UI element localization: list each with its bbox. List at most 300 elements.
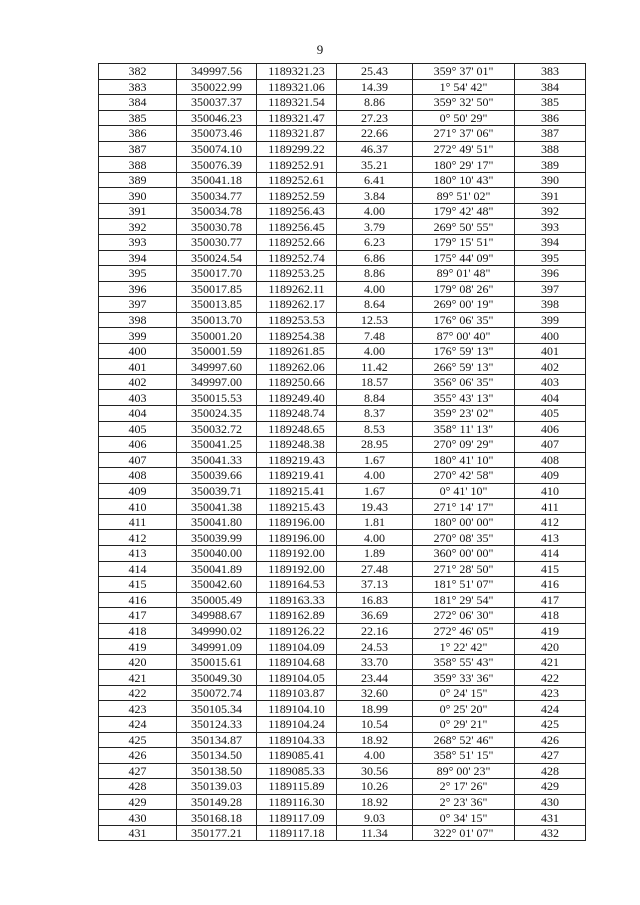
point-from-cell: 424 bbox=[99, 716, 177, 732]
length-cell: 3.79 bbox=[337, 219, 413, 235]
direction-angle-cell: 266° 59' 13" bbox=[413, 359, 515, 375]
y-coordinate-cell: 1189219.41 bbox=[257, 468, 337, 484]
table-row bbox=[99, 141, 586, 157]
y-coordinate-cell: 1189321.47 bbox=[257, 110, 337, 126]
point-from-cell: 396 bbox=[99, 281, 177, 297]
length-cell: 18.57 bbox=[337, 374, 413, 390]
x-coordinate-cell: 350042.60 bbox=[177, 577, 257, 593]
point-from-cell: 426 bbox=[99, 748, 177, 764]
x-coordinate-cell: 350041.25 bbox=[177, 437, 257, 453]
x-coordinate-cell: 350073.46 bbox=[177, 126, 257, 142]
point-to-cell: 409 bbox=[515, 468, 586, 484]
table-row bbox=[99, 483, 586, 499]
x-coordinate-cell: 350041.38 bbox=[177, 499, 257, 515]
point-from-cell: 421 bbox=[99, 670, 177, 686]
length-cell: 23.44 bbox=[337, 670, 413, 686]
length-cell: 35.21 bbox=[337, 157, 413, 173]
point-to-cell: 392 bbox=[515, 203, 586, 219]
point-from-cell: 392 bbox=[99, 219, 177, 235]
table-row bbox=[99, 188, 586, 204]
y-coordinate-cell: 1189256.45 bbox=[257, 219, 337, 235]
point-to-cell: 419 bbox=[515, 623, 586, 639]
point-from-cell: 389 bbox=[99, 172, 177, 188]
length-cell: 1.67 bbox=[337, 483, 413, 499]
point-to-cell: 424 bbox=[515, 701, 586, 717]
point-from-cell: 406 bbox=[99, 437, 177, 453]
x-coordinate-cell: 349991.09 bbox=[177, 639, 257, 655]
table-row bbox=[99, 577, 586, 593]
point-from-cell: 415 bbox=[99, 577, 177, 593]
y-coordinate-cell: 1189215.41 bbox=[257, 483, 337, 499]
point-to-cell: 389 bbox=[515, 157, 586, 173]
y-coordinate-cell: 1189262.06 bbox=[257, 359, 337, 375]
length-cell: 19.43 bbox=[337, 499, 413, 515]
direction-angle-cell: 270° 42' 58" bbox=[413, 468, 515, 484]
y-coordinate-cell: 1189262.17 bbox=[257, 297, 337, 313]
table-row bbox=[99, 95, 586, 111]
length-cell: 11.34 bbox=[337, 825, 413, 841]
x-coordinate-cell: 350072.74 bbox=[177, 685, 257, 701]
length-cell: 4.00 bbox=[337, 343, 413, 359]
point-to-cell: 427 bbox=[515, 748, 586, 764]
table-row bbox=[99, 732, 586, 748]
table-row bbox=[99, 235, 586, 251]
x-coordinate-cell: 350017.85 bbox=[177, 281, 257, 297]
length-cell: 18.92 bbox=[337, 794, 413, 810]
table-row bbox=[99, 281, 586, 297]
direction-angle-cell: 180° 10' 43" bbox=[413, 172, 515, 188]
length-cell: 10.26 bbox=[337, 779, 413, 795]
x-coordinate-cell: 350041.18 bbox=[177, 172, 257, 188]
x-coordinate-cell: 350134.87 bbox=[177, 732, 257, 748]
direction-angle-cell: 355° 43' 13" bbox=[413, 390, 515, 406]
x-coordinate-cell: 350039.99 bbox=[177, 530, 257, 546]
point-from-cell: 409 bbox=[99, 483, 177, 499]
x-coordinate-cell: 350034.78 bbox=[177, 203, 257, 219]
direction-angle-cell: 87° 00' 40" bbox=[413, 328, 515, 344]
length-cell: 6.23 bbox=[337, 235, 413, 251]
point-from-cell: 423 bbox=[99, 701, 177, 717]
point-to-cell: 393 bbox=[515, 219, 586, 235]
direction-angle-cell: 358° 51' 15" bbox=[413, 748, 515, 764]
y-coordinate-cell: 1189104.33 bbox=[257, 732, 337, 748]
direction-angle-cell: 360° 00' 00" bbox=[413, 545, 515, 561]
y-coordinate-cell: 1189248.38 bbox=[257, 437, 337, 453]
direction-angle-cell: 2° 17' 26" bbox=[413, 779, 515, 795]
length-cell: 37.13 bbox=[337, 577, 413, 593]
length-cell: 8.37 bbox=[337, 406, 413, 422]
point-from-cell: 397 bbox=[99, 297, 177, 313]
y-coordinate-cell: 1189196.00 bbox=[257, 530, 337, 546]
table-row bbox=[99, 421, 586, 437]
point-to-cell: 417 bbox=[515, 592, 586, 608]
point-from-cell: 395 bbox=[99, 266, 177, 282]
point-to-cell: 414 bbox=[515, 545, 586, 561]
y-coordinate-cell: 1189104.05 bbox=[257, 670, 337, 686]
direction-angle-cell: 271° 14' 17" bbox=[413, 499, 515, 515]
length-cell: 8.84 bbox=[337, 390, 413, 406]
table-row bbox=[99, 79, 586, 95]
length-cell: 46.37 bbox=[337, 141, 413, 157]
point-to-cell: 410 bbox=[515, 483, 586, 499]
length-cell: 8.64 bbox=[337, 297, 413, 313]
y-coordinate-cell: 1189261.85 bbox=[257, 343, 337, 359]
length-cell: 27.23 bbox=[337, 110, 413, 126]
point-to-cell: 384 bbox=[515, 79, 586, 95]
point-from-cell: 382 bbox=[99, 64, 177, 80]
direction-angle-cell: 358° 11' 13" bbox=[413, 421, 515, 437]
point-from-cell: 411 bbox=[99, 514, 177, 530]
table-row bbox=[99, 172, 586, 188]
point-from-cell: 410 bbox=[99, 499, 177, 515]
coordinates-table-body bbox=[99, 64, 586, 841]
x-coordinate-cell: 350015.61 bbox=[177, 654, 257, 670]
x-coordinate-cell: 350105.34 bbox=[177, 701, 257, 717]
point-to-cell: 430 bbox=[515, 794, 586, 810]
x-coordinate-cell: 350032.72 bbox=[177, 421, 257, 437]
point-from-cell: 401 bbox=[99, 359, 177, 375]
direction-angle-cell: 0° 24' 15" bbox=[413, 685, 515, 701]
table-row bbox=[99, 701, 586, 717]
x-coordinate-cell: 350049.30 bbox=[177, 670, 257, 686]
table-row bbox=[99, 561, 586, 577]
direction-angle-cell: 89° 51' 02" bbox=[413, 188, 515, 204]
point-from-cell: 413 bbox=[99, 545, 177, 561]
point-from-cell: 414 bbox=[99, 561, 177, 577]
y-coordinate-cell: 1189192.00 bbox=[257, 545, 337, 561]
table-row bbox=[99, 110, 586, 126]
length-cell: 4.00 bbox=[337, 203, 413, 219]
direction-angle-cell: 89° 01' 48" bbox=[413, 266, 515, 282]
table-row bbox=[99, 670, 586, 686]
table-row bbox=[99, 608, 586, 624]
table-row bbox=[99, 126, 586, 142]
length-cell: 8.53 bbox=[337, 421, 413, 437]
length-cell: 22.66 bbox=[337, 126, 413, 142]
direction-angle-cell: 359° 33' 36" bbox=[413, 670, 515, 686]
point-from-cell: 388 bbox=[99, 157, 177, 173]
length-cell: 8.86 bbox=[337, 266, 413, 282]
y-coordinate-cell: 1189117.09 bbox=[257, 810, 337, 826]
point-to-cell: 406 bbox=[515, 421, 586, 437]
y-coordinate-cell: 1189254.38 bbox=[257, 328, 337, 344]
point-to-cell: 425 bbox=[515, 716, 586, 732]
direction-angle-cell: 272° 06' 30" bbox=[413, 608, 515, 624]
y-coordinate-cell: 1189104.09 bbox=[257, 639, 337, 655]
point-to-cell: 388 bbox=[515, 141, 586, 157]
direction-angle-cell: 180° 29' 17" bbox=[413, 157, 515, 173]
x-coordinate-cell: 350013.70 bbox=[177, 312, 257, 328]
point-to-cell: 429 bbox=[515, 779, 586, 795]
point-from-cell: 384 bbox=[99, 95, 177, 111]
direction-angle-cell: 179° 08' 26" bbox=[413, 281, 515, 297]
direction-angle-cell: 359° 23' 02" bbox=[413, 406, 515, 422]
table-row bbox=[99, 219, 586, 235]
y-coordinate-cell: 1189103.87 bbox=[257, 685, 337, 701]
table-row bbox=[99, 639, 586, 655]
point-from-cell: 387 bbox=[99, 141, 177, 157]
point-from-cell: 427 bbox=[99, 763, 177, 779]
direction-angle-cell: 175° 44' 09" bbox=[413, 250, 515, 266]
point-from-cell: 416 bbox=[99, 592, 177, 608]
point-to-cell: 411 bbox=[515, 499, 586, 515]
point-to-cell: 387 bbox=[515, 126, 586, 142]
length-cell: 6.86 bbox=[337, 250, 413, 266]
length-cell: 24.53 bbox=[337, 639, 413, 655]
point-from-cell: 398 bbox=[99, 312, 177, 328]
point-to-cell: 415 bbox=[515, 561, 586, 577]
point-from-cell: 425 bbox=[99, 732, 177, 748]
x-coordinate-cell: 350030.78 bbox=[177, 219, 257, 235]
y-coordinate-cell: 1189192.00 bbox=[257, 561, 337, 577]
point-from-cell: 393 bbox=[99, 235, 177, 251]
length-cell: 9.03 bbox=[337, 810, 413, 826]
length-cell: 4.00 bbox=[337, 530, 413, 546]
y-coordinate-cell: 1189256.43 bbox=[257, 203, 337, 219]
length-cell: 1.67 bbox=[337, 452, 413, 468]
direction-angle-cell: 1° 54' 42" bbox=[413, 79, 515, 95]
point-from-cell: 418 bbox=[99, 623, 177, 639]
x-coordinate-cell: 350124.33 bbox=[177, 716, 257, 732]
direction-angle-cell: 269° 50' 55" bbox=[413, 219, 515, 235]
length-cell: 6.41 bbox=[337, 172, 413, 188]
y-coordinate-cell: 1189162.89 bbox=[257, 608, 337, 624]
length-cell: 4.00 bbox=[337, 281, 413, 297]
point-to-cell: 395 bbox=[515, 250, 586, 266]
y-coordinate-cell: 1189215.43 bbox=[257, 499, 337, 515]
y-coordinate-cell: 1189117.18 bbox=[257, 825, 337, 841]
point-to-cell: 391 bbox=[515, 188, 586, 204]
y-coordinate-cell: 1189126.22 bbox=[257, 623, 337, 639]
y-coordinate-cell: 1189104.10 bbox=[257, 701, 337, 717]
y-coordinate-cell: 1189219.43 bbox=[257, 452, 337, 468]
length-cell: 36.69 bbox=[337, 608, 413, 624]
y-coordinate-cell: 1189164.53 bbox=[257, 577, 337, 593]
point-to-cell: 401 bbox=[515, 343, 586, 359]
y-coordinate-cell: 1189252.61 bbox=[257, 172, 337, 188]
point-from-cell: 386 bbox=[99, 126, 177, 142]
length-cell: 18.92 bbox=[337, 732, 413, 748]
point-to-cell: 404 bbox=[515, 390, 586, 406]
table-row bbox=[99, 748, 586, 764]
table-row bbox=[99, 343, 586, 359]
direction-angle-cell: 181° 51' 07" bbox=[413, 577, 515, 593]
x-coordinate-cell: 350037.37 bbox=[177, 95, 257, 111]
direction-angle-cell: 180° 41' 10" bbox=[413, 452, 515, 468]
table-row bbox=[99, 530, 586, 546]
page-number: 9 bbox=[316, 42, 324, 57]
point-to-cell: 390 bbox=[515, 172, 586, 188]
direction-angle-cell: 322° 01' 07" bbox=[413, 825, 515, 841]
y-coordinate-cell: 1189250.66 bbox=[257, 374, 337, 390]
y-coordinate-cell: 1189253.25 bbox=[257, 266, 337, 282]
x-coordinate-cell: 350001.20 bbox=[177, 328, 257, 344]
direction-angle-cell: 179° 42' 48" bbox=[413, 203, 515, 219]
direction-angle-cell: 270° 08' 35" bbox=[413, 530, 515, 546]
point-from-cell: 405 bbox=[99, 421, 177, 437]
direction-angle-cell: 1° 22' 42" bbox=[413, 639, 515, 655]
direction-angle-cell: 359° 32' 50" bbox=[413, 95, 515, 111]
x-coordinate-cell: 349997.56 bbox=[177, 64, 257, 80]
point-to-cell: 412 bbox=[515, 514, 586, 530]
point-to-cell: 421 bbox=[515, 654, 586, 670]
y-coordinate-cell: 1189321.87 bbox=[257, 126, 337, 142]
direction-angle-cell: 0° 41' 10" bbox=[413, 483, 515, 499]
length-cell: 8.86 bbox=[337, 95, 413, 111]
direction-angle-cell: 181° 29' 54" bbox=[413, 592, 515, 608]
x-coordinate-cell: 350017.70 bbox=[177, 266, 257, 282]
x-coordinate-cell: 350041.33 bbox=[177, 452, 257, 468]
x-coordinate-cell: 349988.67 bbox=[177, 608, 257, 624]
length-cell: 14.39 bbox=[337, 79, 413, 95]
y-coordinate-cell: 1189115.89 bbox=[257, 779, 337, 795]
point-from-cell: 394 bbox=[99, 250, 177, 266]
point-from-cell: 422 bbox=[99, 685, 177, 701]
length-cell: 28.95 bbox=[337, 437, 413, 453]
point-to-cell: 400 bbox=[515, 328, 586, 344]
length-cell: 12.53 bbox=[337, 312, 413, 328]
point-from-cell: 408 bbox=[99, 468, 177, 484]
table-row bbox=[99, 203, 586, 219]
table-row bbox=[99, 359, 586, 375]
direction-angle-cell: 176° 06' 35" bbox=[413, 312, 515, 328]
x-coordinate-cell: 350015.53 bbox=[177, 390, 257, 406]
direction-angle-cell: 270° 09' 29" bbox=[413, 437, 515, 453]
y-coordinate-cell: 1189248.65 bbox=[257, 421, 337, 437]
point-from-cell: 391 bbox=[99, 203, 177, 219]
point-to-cell: 418 bbox=[515, 608, 586, 624]
point-to-cell: 385 bbox=[515, 95, 586, 111]
direction-angle-cell: 272° 49' 51" bbox=[413, 141, 515, 157]
point-from-cell: 400 bbox=[99, 343, 177, 359]
table-row bbox=[99, 312, 586, 328]
direction-angle-cell: 2° 23' 36" bbox=[413, 794, 515, 810]
length-cell: 10.54 bbox=[337, 716, 413, 732]
point-from-cell: 385 bbox=[99, 110, 177, 126]
point-to-cell: 386 bbox=[515, 110, 586, 126]
point-to-cell: 422 bbox=[515, 670, 586, 686]
x-coordinate-cell: 349990.02 bbox=[177, 623, 257, 639]
table-row bbox=[99, 499, 586, 515]
direction-angle-cell: 89° 00' 23" bbox=[413, 763, 515, 779]
point-to-cell: 396 bbox=[515, 266, 586, 282]
x-coordinate-cell: 350024.54 bbox=[177, 250, 257, 266]
point-to-cell: 431 bbox=[515, 810, 586, 826]
direction-angle-cell: 268° 52' 46" bbox=[413, 732, 515, 748]
length-cell: 3.84 bbox=[337, 188, 413, 204]
point-from-cell: 412 bbox=[99, 530, 177, 546]
table-row bbox=[99, 250, 586, 266]
table-row bbox=[99, 328, 586, 344]
table-row bbox=[99, 514, 586, 530]
direction-angle-cell: 0° 25' 20" bbox=[413, 701, 515, 717]
direction-angle-cell: 358° 55' 43" bbox=[413, 654, 515, 670]
point-to-cell: 403 bbox=[515, 374, 586, 390]
x-coordinate-cell: 350013.85 bbox=[177, 297, 257, 313]
length-cell: 18.99 bbox=[337, 701, 413, 717]
table-row bbox=[99, 468, 586, 484]
y-coordinate-cell: 1189262.11 bbox=[257, 281, 337, 297]
point-from-cell: 420 bbox=[99, 654, 177, 670]
length-cell: 11.42 bbox=[337, 359, 413, 375]
point-to-cell: 428 bbox=[515, 763, 586, 779]
length-cell: 27.48 bbox=[337, 561, 413, 577]
table-row bbox=[99, 794, 586, 810]
table-row bbox=[99, 810, 586, 826]
table-row bbox=[99, 685, 586, 701]
direction-angle-cell: 359° 37' 01" bbox=[413, 64, 515, 80]
table-row bbox=[99, 374, 586, 390]
x-coordinate-cell: 350139.03 bbox=[177, 779, 257, 795]
point-to-cell: 413 bbox=[515, 530, 586, 546]
table-row bbox=[99, 623, 586, 639]
x-coordinate-cell: 350138.50 bbox=[177, 763, 257, 779]
point-from-cell: 403 bbox=[99, 390, 177, 406]
direction-angle-cell: 0° 50' 29" bbox=[413, 110, 515, 126]
table-row bbox=[99, 654, 586, 670]
point-from-cell: 407 bbox=[99, 452, 177, 468]
point-to-cell: 416 bbox=[515, 577, 586, 593]
length-cell: 4.00 bbox=[337, 468, 413, 484]
table-row bbox=[99, 157, 586, 173]
point-to-cell: 420 bbox=[515, 639, 586, 655]
x-coordinate-cell: 350076.39 bbox=[177, 157, 257, 173]
table-row bbox=[99, 437, 586, 453]
x-coordinate-cell: 350149.28 bbox=[177, 794, 257, 810]
x-coordinate-cell: 350022.99 bbox=[177, 79, 257, 95]
y-coordinate-cell: 1189104.24 bbox=[257, 716, 337, 732]
direction-angle-cell: 272° 46' 05" bbox=[413, 623, 515, 639]
y-coordinate-cell: 1189116.30 bbox=[257, 794, 337, 810]
y-coordinate-cell: 1189248.74 bbox=[257, 406, 337, 422]
y-coordinate-cell: 1189196.00 bbox=[257, 514, 337, 530]
point-to-cell: 394 bbox=[515, 235, 586, 251]
table-row bbox=[99, 297, 586, 313]
x-coordinate-cell: 350001.59 bbox=[177, 343, 257, 359]
direction-angle-cell: 0° 34' 15" bbox=[413, 810, 515, 826]
y-coordinate-cell: 1189253.53 bbox=[257, 312, 337, 328]
length-cell: 16.83 bbox=[337, 592, 413, 608]
x-coordinate-cell: 350134.50 bbox=[177, 748, 257, 764]
length-cell: 30.56 bbox=[337, 763, 413, 779]
length-cell: 1.89 bbox=[337, 545, 413, 561]
x-coordinate-cell: 350177.21 bbox=[177, 825, 257, 841]
point-to-cell: 407 bbox=[515, 437, 586, 453]
x-coordinate-cell: 350039.66 bbox=[177, 468, 257, 484]
table-row bbox=[99, 716, 586, 732]
point-to-cell: 408 bbox=[515, 452, 586, 468]
direction-angle-cell: 0° 29' 21" bbox=[413, 716, 515, 732]
table-row bbox=[99, 266, 586, 282]
length-cell: 22.16 bbox=[337, 623, 413, 639]
x-coordinate-cell: 350039.71 bbox=[177, 483, 257, 499]
point-to-cell: 432 bbox=[515, 825, 586, 841]
x-coordinate-cell: 349997.00 bbox=[177, 374, 257, 390]
length-cell: 32.60 bbox=[337, 685, 413, 701]
y-coordinate-cell: 1189321.23 bbox=[257, 64, 337, 80]
point-from-cell: 402 bbox=[99, 374, 177, 390]
x-coordinate-cell: 350040.00 bbox=[177, 545, 257, 561]
point-from-cell: 429 bbox=[99, 794, 177, 810]
x-coordinate-cell: 350046.23 bbox=[177, 110, 257, 126]
length-cell: 7.48 bbox=[337, 328, 413, 344]
direction-angle-cell: 271° 37' 06" bbox=[413, 126, 515, 142]
direction-angle-cell: 271° 28' 50" bbox=[413, 561, 515, 577]
x-coordinate-cell: 349997.60 bbox=[177, 359, 257, 375]
x-coordinate-cell: 350024.35 bbox=[177, 406, 257, 422]
x-coordinate-cell: 350041.80 bbox=[177, 514, 257, 530]
y-coordinate-cell: 1189104.68 bbox=[257, 654, 337, 670]
